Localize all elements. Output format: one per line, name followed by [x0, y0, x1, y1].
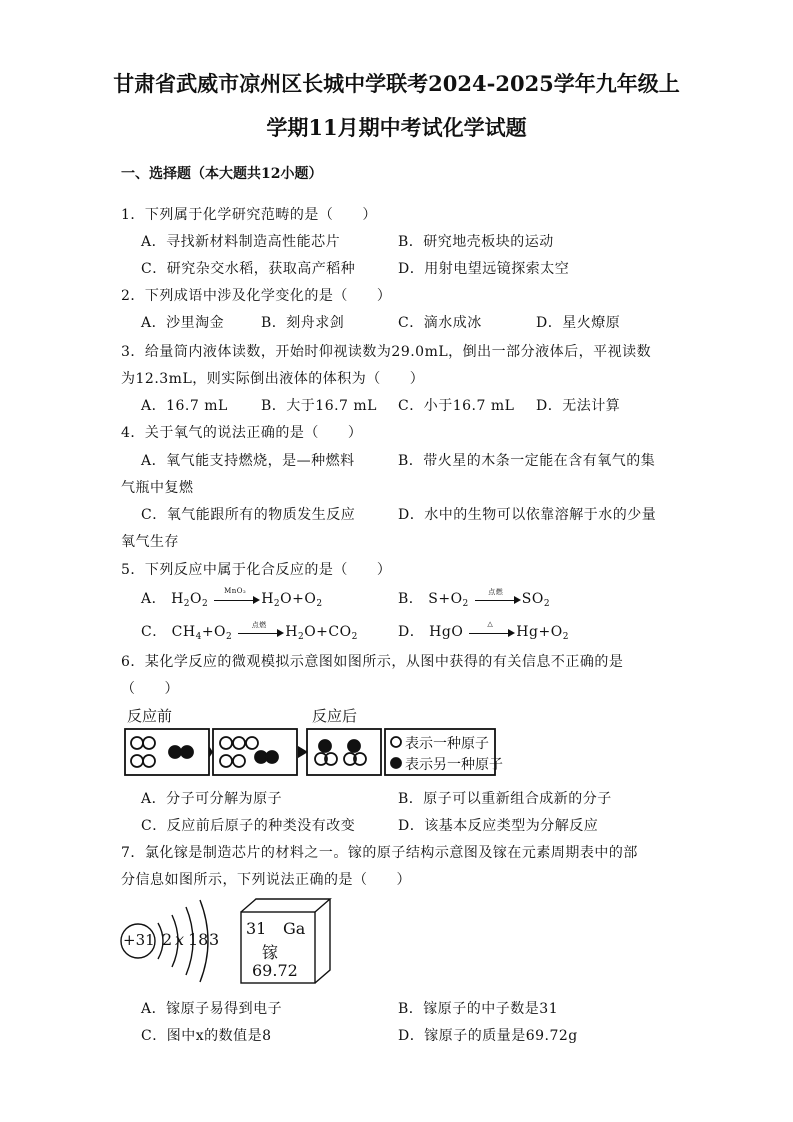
page-title-line1: 甘肃省武威市凉州区长城中学联考2024-2025学年九年级上 — [113, 71, 680, 96]
q5-option-b-label: B． — [398, 591, 424, 607]
q7-stem-line2: 分信息如图所示，下列说法正确的是（ ） — [121, 872, 411, 888]
q3-stem-line1: 3．给量筒内液体读数，开始时仰视读数为29.0mL，倒出一部分液体后，平视读数 — [121, 344, 652, 360]
q5-option-b[interactable]: B． $S+O_2$ 点燃 $SO_2$ — [398, 588, 551, 609]
q5-d-condition: △ — [487, 620, 494, 628]
q3-option-a[interactable]: A．16.7 mL — [141, 398, 228, 414]
q4-option-c[interactable]: C．氧气能跟所有的物质发生反应 — [141, 507, 356, 523]
element-symbol: Ga — [283, 919, 306, 938]
reaction-arrow-icon — [238, 621, 284, 638]
q4-option-a[interactable]: A．氧气能支持燃烧，是—种燃料 — [141, 453, 355, 469]
q5-option-a-label: A． — [141, 591, 167, 607]
element-mass: 69.72 — [252, 961, 298, 980]
q5-option-a[interactable]: A． $H_2O_2$ MnO₂ $H_2O+O_2$ — [141, 587, 323, 609]
q4-option-b-line2[interactable]: 气瓶中复燃 — [121, 480, 194, 496]
reaction-arrow-icon — [469, 620, 515, 638]
q6-option-a[interactable]: A．分子可分解为原子 — [141, 791, 283, 807]
q1-option-b[interactable]: B．研究地壳板块的运动 — [398, 234, 554, 250]
q2-option-d[interactable]: D．星火燎原 — [536, 315, 621, 331]
section-heading: 一、选择题（本大题共12小题） — [121, 166, 323, 182]
q7-option-a[interactable]: A．镓原子易得到电子 — [141, 1001, 283, 1017]
q4-option-b-line1[interactable]: B．带火星的木条一定能在含有氧气的集 — [398, 453, 656, 469]
q2-option-a[interactable]: A．沙里淘金 — [141, 315, 225, 331]
shell-2-electrons: x — [175, 930, 185, 949]
q7-option-d[interactable]: D．镓原子的质量是69.72g — [398, 1028, 578, 1044]
shell-3-electrons: 18 — [188, 930, 209, 949]
reaction-arrow-icon — [214, 587, 260, 605]
q6-option-c[interactable]: C．反应前后原子的种类没有改变 — [141, 818, 356, 834]
q7-stem-line1: 7．氯化镓是制造芯片的材料之一。镓的原子结构示意图及镓在元素周期表中的部 — [121, 845, 638, 861]
q6-stem-paren: （ ） — [121, 681, 179, 697]
q1-option-a[interactable]: A．寻找新材料制造高性能芯片 — [141, 234, 341, 250]
q7-option-c[interactable]: C．图中x的数值是8 — [141, 1028, 272, 1044]
q3-option-d[interactable]: D．无法计算 — [536, 398, 621, 414]
q4-option-d-line2[interactable]: 氧气生存 — [121, 534, 179, 550]
q5-option-c[interactable]: C． $CH_4+O_2$ 点燃 $H_2O+CO_2$ — [141, 621, 358, 642]
q3-stem-line2: 为12.3mL，则实际倒出液体的体积为（ ） — [121, 371, 425, 387]
q5-option-c-label: C． — [141, 624, 167, 640]
q1-stem: 1．下列属于化学研究范畴的是（ ） — [121, 207, 377, 223]
q2-option-b[interactable]: B．刻舟求剑 — [261, 315, 345, 331]
q5-a-condition: MnO₂ — [224, 587, 247, 595]
page-title-line2: 学期11月期中考试化学试题 — [266, 115, 527, 140]
diagram-after-label: 反应后 — [312, 707, 358, 725]
q4-stem: 4．关于氧气的说法正确的是（ ） — [121, 425, 363, 441]
nucleus-charge: +31 — [123, 931, 155, 949]
q2-stem: 2．下列成语中涉及化学变化的是（ ） — [121, 288, 392, 304]
before-box — [125, 729, 209, 775]
q3-option-b[interactable]: B．大于16.7 mL — [261, 398, 377, 414]
q5-option-d-label: D． — [398, 624, 425, 640]
legend-white-atom: 表示一种原子 — [405, 736, 489, 752]
q2-option-c[interactable]: C．滴水成冰 — [398, 315, 482, 331]
q4-option-d-line1[interactable]: D．水中的生物可以依靠溶解于水的少量 — [398, 507, 657, 523]
legend-black-atom: 表示另一种原子 — [405, 757, 503, 773]
q3-option-c[interactable]: C．小于16.7 mL — [398, 398, 515, 414]
q5-b-condition: 点燃 — [488, 588, 504, 596]
q1-option-c[interactable]: C．研究杂交水稻，获取高产稻种 — [141, 261, 356, 277]
reaction-arrow-icon — [475, 588, 521, 605]
element-atomic-number: 31 — [246, 919, 267, 938]
after-box — [307, 729, 381, 775]
element-name: 镓 — [262, 943, 279, 962]
q5-stem: 5．下列反应中属于化合反应的是（ ） — [121, 562, 392, 578]
shell-1-electrons: 2 — [162, 930, 173, 949]
q6-option-d[interactable]: D．该基本反应类型为分解反应 — [398, 818, 599, 834]
q6-stem: 6．某化学反应的微观模拟示意图如图所示，从图中获得的有关信息不正确的是 — [121, 654, 624, 670]
shell-4-electrons: 3 — [209, 930, 220, 949]
q1-option-d[interactable]: D．用射电望远镜探索太空 — [398, 261, 570, 277]
q5-option-d[interactable]: D． HgO △ $Hg+O_2$ — [398, 620, 569, 642]
q6-option-b[interactable]: B．原子可以重新组合成新的分子 — [398, 791, 612, 807]
middle-box — [213, 729, 297, 775]
q7-option-b[interactable]: B．镓原子的中子数是31 — [398, 1001, 559, 1017]
diagram-before-label: 反应前 — [127, 707, 173, 725]
q5-c-condition: 点燃 — [251, 621, 267, 629]
